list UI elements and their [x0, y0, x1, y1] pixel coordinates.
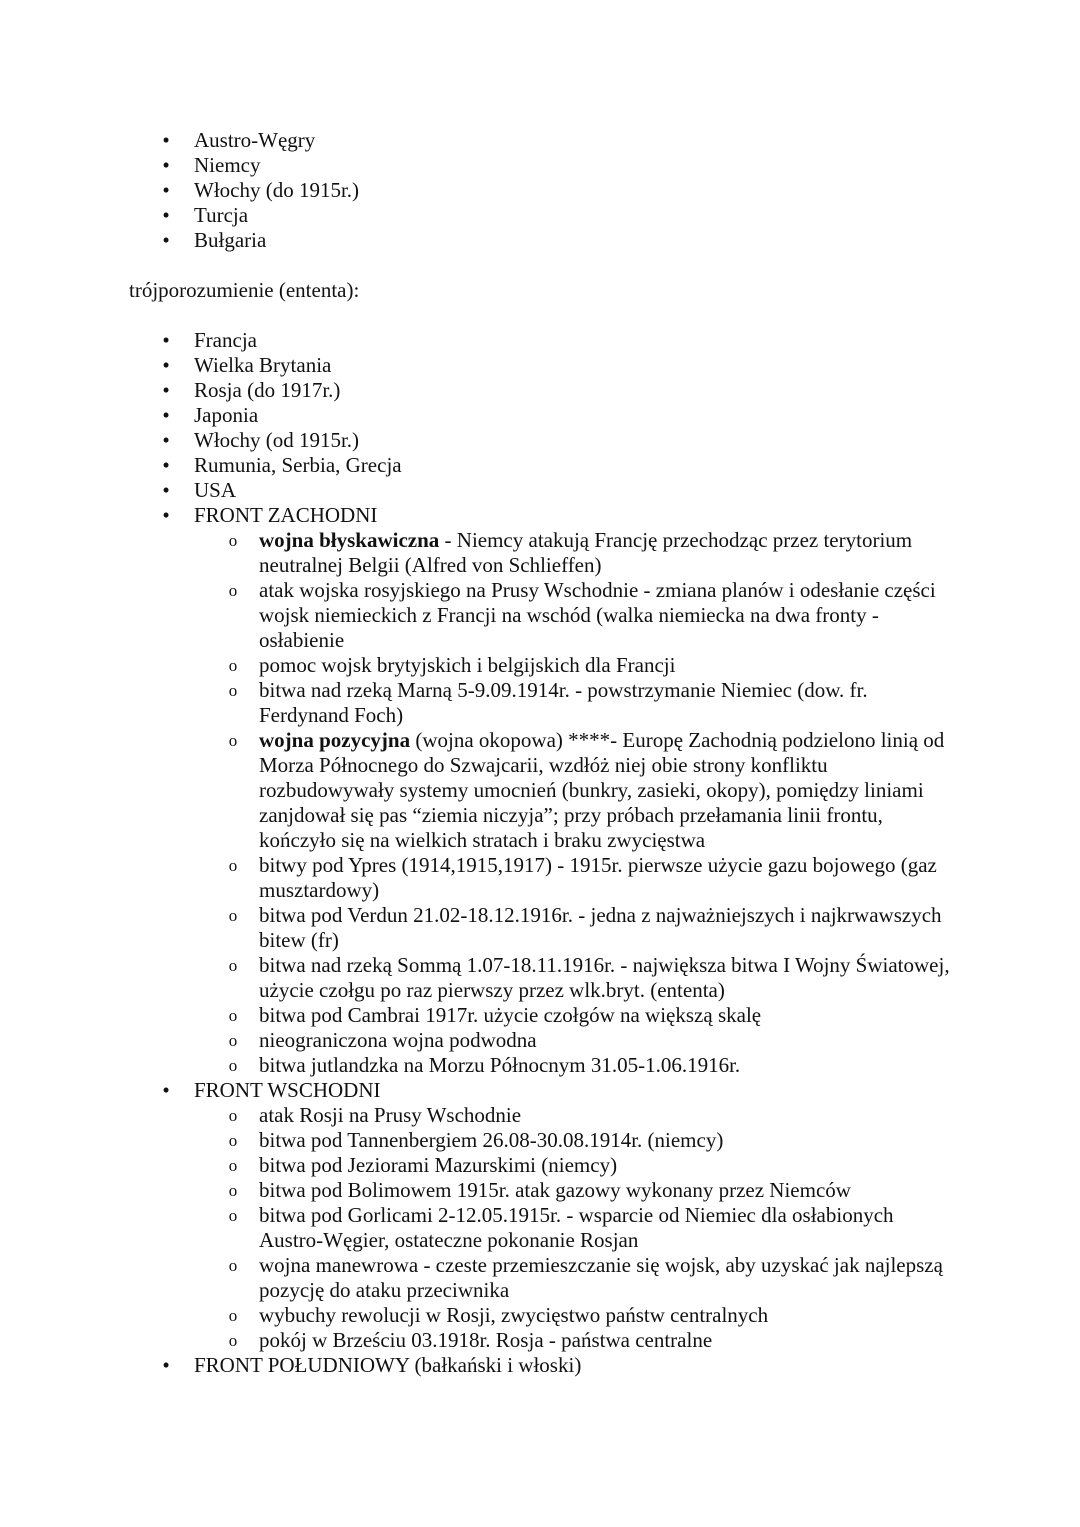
list-item: o atak Rosji na Prusy Wschodnie	[259, 1103, 959, 1128]
list-item: • Włochy (do 1915r.)	[194, 178, 1080, 203]
list-item: o bitwa pod Bolimowem 1915r. atak gazowy wykonany przez Niemców	[259, 1178, 959, 1203]
list-item: o nieograniczona wojna podwodna	[259, 1028, 959, 1053]
list-item: o bitwa pod Verdun 21.02-18.12.1916r. - jedna z najważniejszych i najkrwawszych bitew (fr)	[259, 903, 959, 953]
bullet-icon: •	[162, 153, 170, 177]
circle-bullet-icon: o	[228, 1031, 238, 1050]
circle-bullet-icon: o	[228, 956, 238, 975]
list-item: o atak wojska rosyjskiego na Prusy Wschodnie - zmiana planów i odesłanie części wojsk niemieckich z Francji na wschód (walka niemiecka na dwa fronty - osłabienie	[259, 578, 959, 653]
list-item: o wojna manewrowa - czeste przemieszczanie się wojsk, aby uzyskać jak najlepszą pozycję do ataku przeciwnika	[259, 1253, 959, 1303]
entente-heading: trójporozumienie (ententa):	[129, 278, 360, 302]
list-item: o bitwa pod Jeziorami Mazurskimi (niemcy)	[259, 1153, 959, 1178]
list-item: o wybuchy rewolucji w Rosji, zwycięstwo państw centralnych	[259, 1303, 959, 1328]
list-item: • Bułgaria	[194, 228, 1080, 253]
bullet-icon: •	[162, 1353, 170, 1377]
bullet-icon: •	[162, 453, 170, 477]
circle-bullet-icon: o	[228, 581, 238, 600]
bullet-icon: •	[162, 503, 170, 527]
list-item: • Wielka Brytania	[194, 353, 1080, 378]
circle-bullet-icon: o	[228, 1156, 238, 1175]
document-page	[0, 128, 1080, 1378]
central-powers-list	[0, 128, 1080, 253]
circle-bullet-icon: o	[228, 1131, 238, 1150]
eastern-front-section	[162, 1078, 1080, 1353]
list-item: • Rosja (do 1917r.)	[194, 378, 1080, 403]
list-item: o bitwy pod Ypres (1914,1915,1917) - 1915r. pierwsze użycie gazu bojowego (gaz musztardowy)	[259, 853, 959, 903]
circle-bullet-icon: o	[228, 906, 238, 925]
list-item: • Włochy (od 1915r.)	[194, 428, 1080, 453]
bullet-icon: •	[162, 228, 170, 252]
bullet-icon: •	[162, 128, 170, 152]
bullet-icon: •	[162, 353, 170, 377]
list-item: o wojna pozycyjna (wojna okopowa) ****- Europę Zachodnią podzielono linią od Morza Północnego do Szwajcarii, wzdłóż niej obie strony konfliktu rozbudowywały systemy umocnień (bunkry, zasieki, okopy), pomiędzy liniami zanjdował się pas “ziemia niczyja”; przy próbach przełamania linii frontu, kończyło się na wielkich stratach i braku zwycięstwa	[259, 728, 959, 853]
circle-bullet-icon: o	[228, 1056, 238, 1075]
bullet-icon: •	[162, 178, 170, 202]
list-item: • Japonia	[194, 403, 1080, 428]
circle-bullet-icon: o	[228, 1306, 238, 1325]
circle-bullet-icon: o	[228, 681, 238, 700]
circle-bullet-icon: o	[228, 1181, 238, 1200]
entente-list	[0, 328, 1080, 1378]
bullet-icon: •	[162, 428, 170, 452]
circle-bullet-icon: o	[228, 1106, 238, 1125]
bullet-icon: •	[162, 403, 170, 427]
list-item: o bitwa pod Gorlicami 2-12.05.1915r. - wsparcie od Niemiec dla osłabionych Austro-Węgier, ostateczne pokonanie Rosjan	[259, 1203, 959, 1253]
list-item: o bitwa nad rzeką Sommą 1.07-18.11.1916r. - największa bitwa I Wojny Światowej, użycie czołgu po raz pierwszy przez wlk.bryt. (ententa)	[259, 953, 959, 1003]
western-front-section	[162, 503, 1080, 1078]
list-item: • Francja	[194, 328, 1080, 353]
circle-bullet-icon: o	[228, 1206, 238, 1225]
southern-front-title: FRONT POŁUDNIOWY (bałkański i włoski)	[194, 1353, 582, 1377]
list-item: • Turcja	[194, 203, 1080, 228]
list-item: • Rumunia, Serbia, Grecja	[194, 453, 1080, 478]
list-item: o bitwa jutlandzka na Morzu Północnym 31.05-1.06.1916r.	[259, 1053, 959, 1078]
circle-bullet-icon: o	[228, 531, 238, 550]
southern-front-section	[162, 1353, 1080, 1378]
circle-bullet-icon: o	[228, 1331, 238, 1350]
western-front-list	[194, 528, 959, 1078]
list-item: • Austro-Węgry	[194, 128, 1080, 153]
circle-bullet-icon: o	[228, 656, 238, 675]
bullet-icon: •	[162, 1078, 170, 1102]
list-item: o wojna błyskawiczna - Niemcy atakują Francję przechodząc przez terytorium neutralnej Belgii (Alfred von Schlieffen)	[259, 528, 959, 578]
list-item: • Niemcy	[194, 153, 1080, 178]
eastern-front-title: FRONT WSCHODNI	[194, 1078, 381, 1102]
bullet-icon: •	[162, 378, 170, 402]
list-item: • USA	[194, 478, 1080, 503]
bullet-icon: •	[162, 203, 170, 227]
circle-bullet-icon: o	[228, 731, 238, 750]
circle-bullet-icon: o	[228, 1256, 238, 1275]
list-item: o bitwa pod Tannenbergiem 26.08-30.08.1914r. (niemcy)	[259, 1128, 959, 1153]
list-item: o pomoc wojsk brytyjskich i belgijskich dla Francji	[259, 653, 959, 678]
list-item: o bitwa pod Cambrai 1917r. użycie czołgów na większą skalę	[259, 1003, 959, 1028]
circle-bullet-icon: o	[228, 856, 238, 875]
bullet-icon: •	[162, 478, 170, 502]
list-item: o bitwa nad rzeką Marną 5-9.09.1914r. - powstrzymanie Niemiec (dow. fr. Ferdynand Foch)	[259, 678, 959, 728]
western-front-title: FRONT ZACHODNI	[194, 503, 378, 527]
circle-bullet-icon: o	[228, 1006, 238, 1025]
eastern-front-list	[194, 1103, 959, 1353]
bullet-icon: •	[162, 328, 170, 352]
list-item: o pokój w Brześciu 03.1918r. Rosja - państwa centralne	[259, 1328, 959, 1353]
